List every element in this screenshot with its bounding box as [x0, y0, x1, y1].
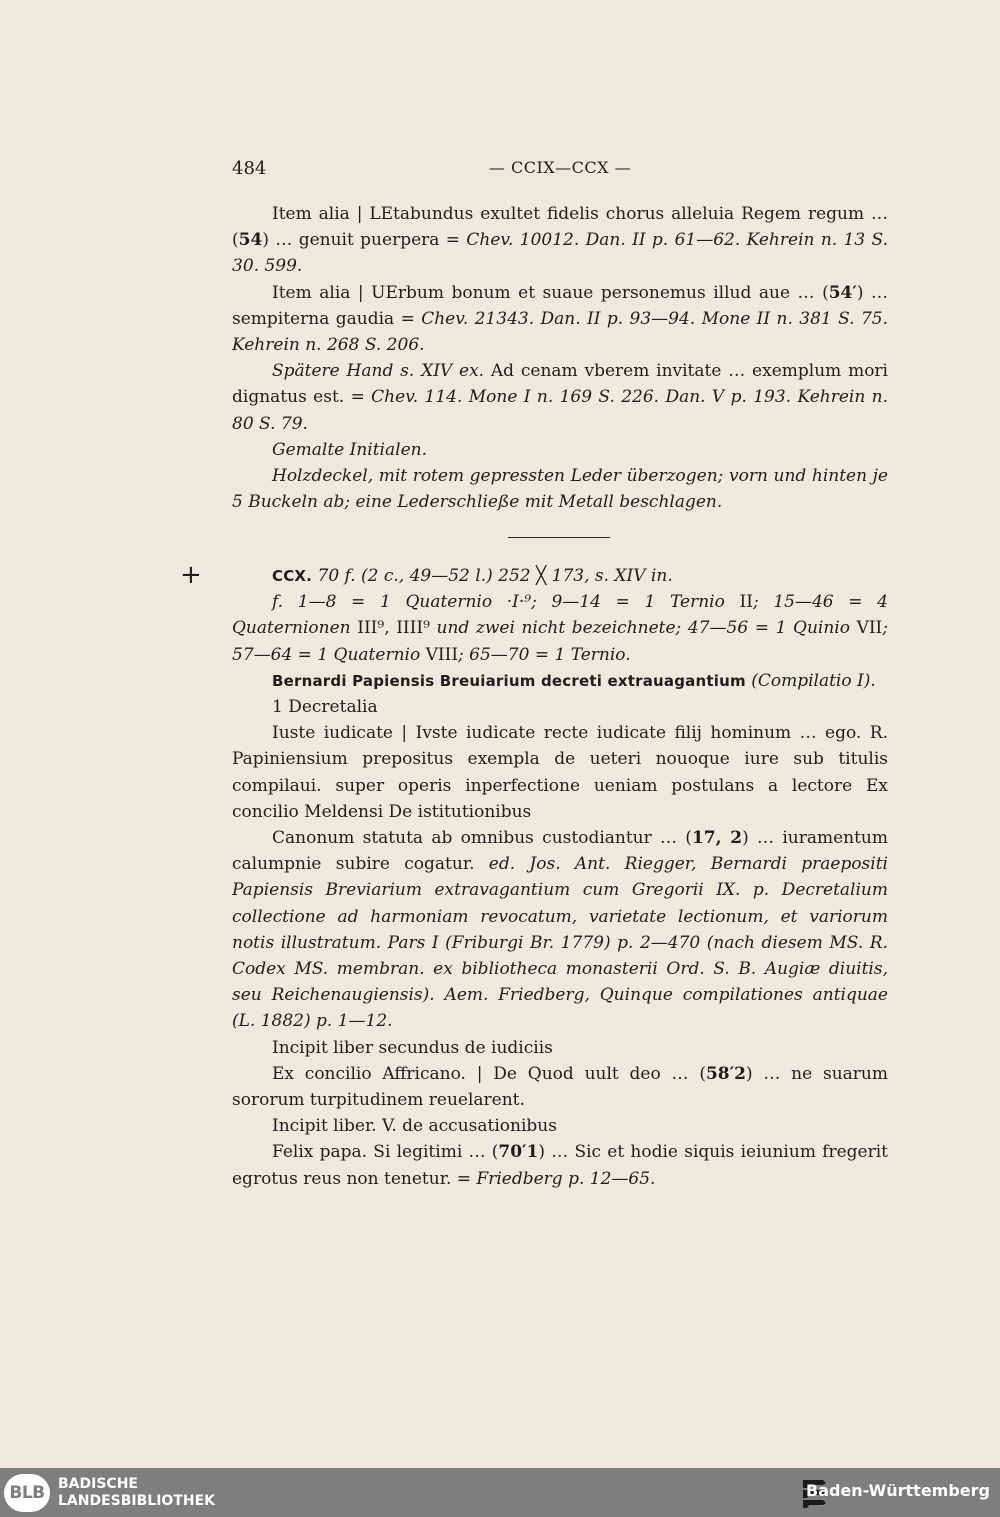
state-name[interactable]: Baden-Württemberg [805, 1481, 990, 1500]
incipit-liber-quintus: Incipit liber. V. de accusationibus [272, 1116, 557, 1137]
quire-structure: f. 1—8 = 1 Quaternio ·I·⁹; 9—14 = 1 Ternio II; 15—46 = 4 Quaternionen III⁹, IIII⁹ und zwei nicht bezeichnete; 47—56 = 1 Quinio VII; 57—64 = 1 Quaternio VIII; 65—70 = 1 Ternio. [232, 592, 889, 665]
hymn-laetabundus: Item alia | LEtabundus exultet fidelis chorus alleluia Regem regum … (54) … genuit puerpera = Chev. 10012. Dan. II p. 61—62. Kehrein n. 13 S. 30. 599. [232, 204, 888, 277]
section-decretalia: 1 Decretalia [272, 697, 378, 718]
margin-mark: + [180, 560, 202, 590]
blb-logo[interactable]: BLB [4, 1474, 50, 1512]
incipit-canonum: Canonum statuta ab omnibus custodiantur … (17, 2) … iuramentum calumpnie subire cogatur. ed. Jos. Ant. Riegger, Bernardi praepositi Papiensis Breviarium extravagantium cum Gregorii IX. p. Decretalium collectione ad harmoniam revocatum, varietate lectionum, et variorum notis illustratum. Pars I (Friburgi Br. 1779) p. 2—470 (nach diesem MS. R. Codex MS. membran. ex bibliotheca monasterii Ord. S. B. Augiæ diuitis, seu Reichenaugiensis). Aem. Friedberg, Quinque compilationes antiquae (L. 1882) p. 1—12. [232, 828, 888, 1032]
incipit-liber-secundus: Incipit liber secundus de iudiciis [272, 1037, 553, 1058]
library-name[interactable]: BADISCHE LANDESBIBLIOTHEK [58, 1476, 216, 1509]
incipit-iuste: Iuste iudicate | Ivste iudicate recte iudicate filij hominum … ego. R. Papiniensium prepositus exempla de ueteri nouoque iure sub titulis compilaui. super operis inperfectione ueniam postulans a lectore Ex concilio Meldensi De istitutionibus [232, 723, 888, 822]
viewer-footer [0, 1468, 1000, 1517]
incipit-ex-concilio: Ex concilio Affricano. | De Quod uult deo … (58′2) … ne suarum sororum turpitudinem reuelarent. [232, 1063, 888, 1111]
incipit-felix: Felix papa. Si legitimi … (70′1) … Sic et hodie siquis ieiunium fregerit egrotus reus non tenetur. = Friedberg p. 12—65. [232, 1142, 888, 1189]
page-number: 484 [232, 158, 267, 179]
section-divider [508, 537, 610, 538]
binding-note: Holzdeckel, mit rotem gepressten Leder überzogen; vorn und hinten je 5 Buckeln ab; eine Lederschließe mit Metall beschlagen. [232, 466, 888, 513]
running-title: — CCIX—CCX — [488, 158, 632, 177]
entry-ccix [232, 201, 888, 515]
entry-ccx [232, 563, 888, 1192]
initials-note: Gemalte Initialen. [272, 439, 427, 460]
later-hand-note: Spätere Hand s. XIV ex. Ad cenam vberem invitate … exemplum mori dignatus est. = Chev. 114. Mone I n. 169 S. 226. Dan. V p. 193. Kehrein n. 80 S. 79. [232, 361, 888, 434]
entry-heading: CCX. 70 f. (2 c., 49—52 l.) 252 ╳ 173, s. XIV in. [272, 566, 673, 586]
hymn-uerbum: Item alia | UErbum bonum et suaue personemus illud aue … (54′) … sempiterna gaudia = Chev. 21343. Dan. II p. 93—94. Mone II n. 381 S. 75. Kehrein n. 268 S. 206. [232, 282, 888, 356]
page-header [232, 158, 888, 186]
work-title: Bernardi Papiensis Breuiarium decreti extrauagantium (Compilatio I). [272, 670, 876, 691]
